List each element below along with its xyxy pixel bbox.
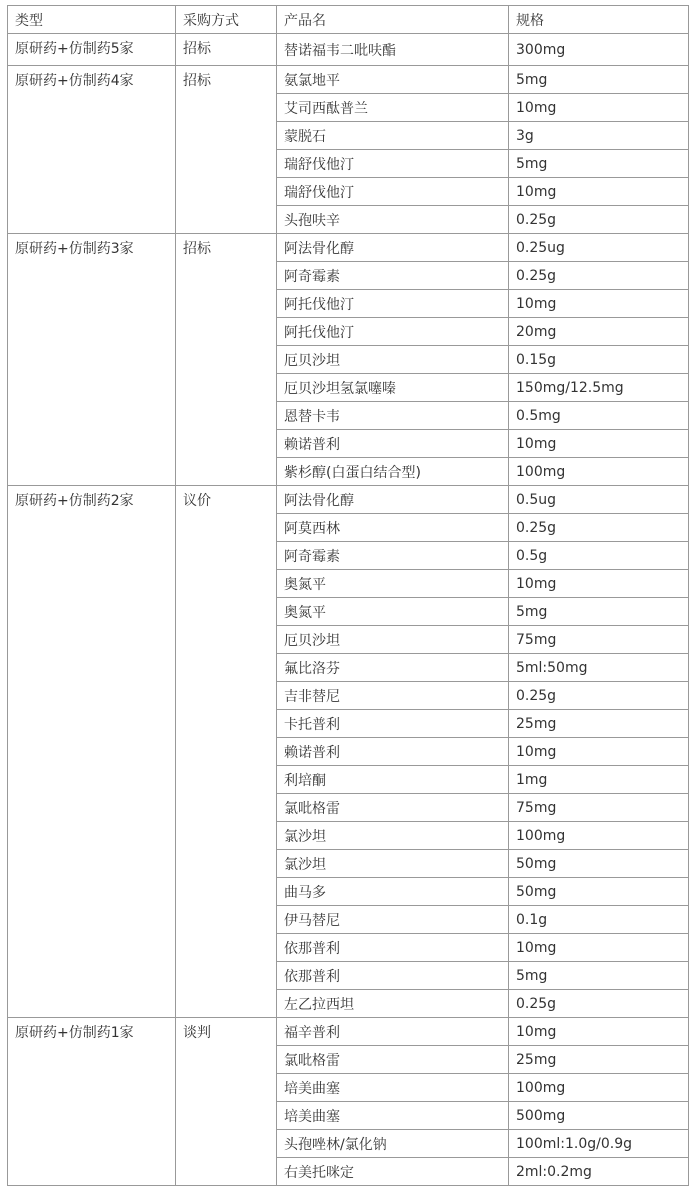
cell-product-name: 赖诺普利 <box>277 738 509 766</box>
cell-spec: 10mg <box>509 94 689 122</box>
cell-product-name: 瑞舒伐他汀 <box>277 150 509 178</box>
cell-product-name: 依那普利 <box>277 962 509 990</box>
cell-product-name: 恩替卡韦 <box>277 402 509 430</box>
cell-spec: 100mg <box>509 822 689 850</box>
cell-spec: 20mg <box>509 318 689 346</box>
cell-product-name: 氟比洛芬 <box>277 654 509 682</box>
cell-product-name: 奥氮平 <box>277 570 509 598</box>
cell-product-name: 瑞舒伐他汀 <box>277 178 509 206</box>
cell-product-name: 阿莫西林 <box>277 514 509 542</box>
cell-spec: 0.25g <box>509 990 689 1018</box>
table-row <box>8 34 689 66</box>
cell-spec: 75mg <box>509 626 689 654</box>
cell-product-name: 培美曲塞 <box>277 1074 509 1102</box>
cell-spec: 500mg <box>509 1102 689 1130</box>
cell-product-name: 阿托伐他汀 <box>277 290 509 318</box>
cell-spec: 5ml:50mg <box>509 654 689 682</box>
cell-method: 招标 <box>176 234 277 486</box>
cell-product-name: 利培酮 <box>277 766 509 794</box>
cell-spec: 10mg <box>509 178 689 206</box>
cell-product-name: 吉非替尼 <box>277 682 509 710</box>
cell-spec: 1mg <box>509 766 689 794</box>
cell-spec: 2ml:0.2mg <box>509 1158 689 1186</box>
cell-method: 招标 <box>176 34 277 66</box>
cell-product-name: 福辛普利 <box>277 1018 509 1046</box>
cell-spec: 25mg <box>509 1046 689 1074</box>
cell-spec: 0.25g <box>509 206 689 234</box>
header-spec: 规格 <box>509 6 689 34</box>
cell-product-name: 阿奇霉素 <box>277 542 509 570</box>
cell-product-name: 阿法骨化醇 <box>277 234 509 262</box>
cell-spec: 5mg <box>509 66 689 94</box>
cell-product-name: 氯沙坦 <box>277 822 509 850</box>
cell-type: 原研药+仿制药4家 <box>8 66 176 234</box>
cell-type: 原研药+仿制药5家 <box>8 34 176 66</box>
cell-method: 议价 <box>176 486 277 1018</box>
cell-spec: 10mg <box>509 738 689 766</box>
cell-method: 招标 <box>176 66 277 234</box>
cell-spec: 300mg <box>509 34 689 66</box>
header-row <box>8 6 689 34</box>
cell-spec: 3g <box>509 122 689 150</box>
cell-product-name: 伊马替尼 <box>277 906 509 934</box>
table-body <box>8 34 689 1186</box>
cell-type: 原研药+仿制药3家 <box>8 234 176 486</box>
cell-method: 谈判 <box>176 1018 277 1186</box>
cell-product-name: 厄贝沙坦氢氯噻嗪 <box>277 374 509 402</box>
cell-spec: 100ml:1.0g/0.9g <box>509 1130 689 1158</box>
cell-spec: 75mg <box>509 794 689 822</box>
cell-spec: 10mg <box>509 290 689 318</box>
cell-product-name: 曲马多 <box>277 878 509 906</box>
cell-product-name: 头孢呋辛 <box>277 206 509 234</box>
cell-product-name: 替诺福韦二吡呋酯 <box>277 34 509 66</box>
cell-product-name: 卡托普利 <box>277 710 509 738</box>
cell-spec: 0.15g <box>509 346 689 374</box>
cell-product-name: 艾司西酞普兰 <box>277 94 509 122</box>
cell-spec: 150mg/12.5mg <box>509 374 689 402</box>
cell-spec: 0.5g <box>509 542 689 570</box>
header-method: 采购方式 <box>176 6 277 34</box>
cell-type: 原研药+仿制药1家 <box>8 1018 176 1186</box>
cell-spec: 25mg <box>509 710 689 738</box>
table-row <box>8 66 689 94</box>
cell-spec: 5mg <box>509 150 689 178</box>
header-product: 产品名 <box>277 6 509 34</box>
cell-spec: 0.25g <box>509 514 689 542</box>
table-row <box>8 234 689 262</box>
cell-product-name: 氯吡格雷 <box>277 794 509 822</box>
cell-product-name: 培美曲塞 <box>277 1102 509 1130</box>
cell-spec: 100mg <box>509 1074 689 1102</box>
cell-spec: 0.5ug <box>509 486 689 514</box>
table-row <box>8 1018 689 1046</box>
cell-type: 原研药+仿制药2家 <box>8 486 176 1018</box>
cell-product-name: 厄贝沙坦 <box>277 626 509 654</box>
cell-spec: 10mg <box>509 934 689 962</box>
cell-spec: 0.25ug <box>509 234 689 262</box>
cell-product-name: 阿奇霉素 <box>277 262 509 290</box>
cell-product-name: 左乙拉西坦 <box>277 990 509 1018</box>
cell-product-name: 氯吡格雷 <box>277 1046 509 1074</box>
cell-product-name: 厄贝沙坦 <box>277 346 509 374</box>
cell-product-name: 紫杉醇(白蛋白结合型) <box>277 458 509 486</box>
cell-spec: 10mg <box>509 570 689 598</box>
cell-spec: 0.25g <box>509 262 689 290</box>
table-row <box>8 486 689 514</box>
cell-product-name: 奥氮平 <box>277 598 509 626</box>
cell-product-name: 赖诺普利 <box>277 430 509 458</box>
cell-product-name: 阿托伐他汀 <box>277 318 509 346</box>
cell-product-name: 蒙脱石 <box>277 122 509 150</box>
cell-product-name: 右美托咪定 <box>277 1158 509 1186</box>
cell-product-name: 头孢唑林/氯化钠 <box>277 1130 509 1158</box>
cell-product-name: 阿法骨化醇 <box>277 486 509 514</box>
cell-spec: 10mg <box>509 1018 689 1046</box>
cell-spec: 50mg <box>509 850 689 878</box>
cell-spec: 0.5mg <box>509 402 689 430</box>
cell-spec: 5mg <box>509 962 689 990</box>
cell-product-name: 氨氯地平 <box>277 66 509 94</box>
cell-product-name: 氯沙坦 <box>277 850 509 878</box>
cell-spec: 0.1g <box>509 906 689 934</box>
cell-spec: 10mg <box>509 430 689 458</box>
cell-product-name: 依那普利 <box>277 934 509 962</box>
drug-procurement-table <box>7 5 689 1186</box>
cell-spec: 0.25g <box>509 682 689 710</box>
cell-spec: 5mg <box>509 598 689 626</box>
header-type: 类型 <box>8 6 176 34</box>
cell-spec: 100mg <box>509 458 689 486</box>
cell-spec: 50mg <box>509 878 689 906</box>
